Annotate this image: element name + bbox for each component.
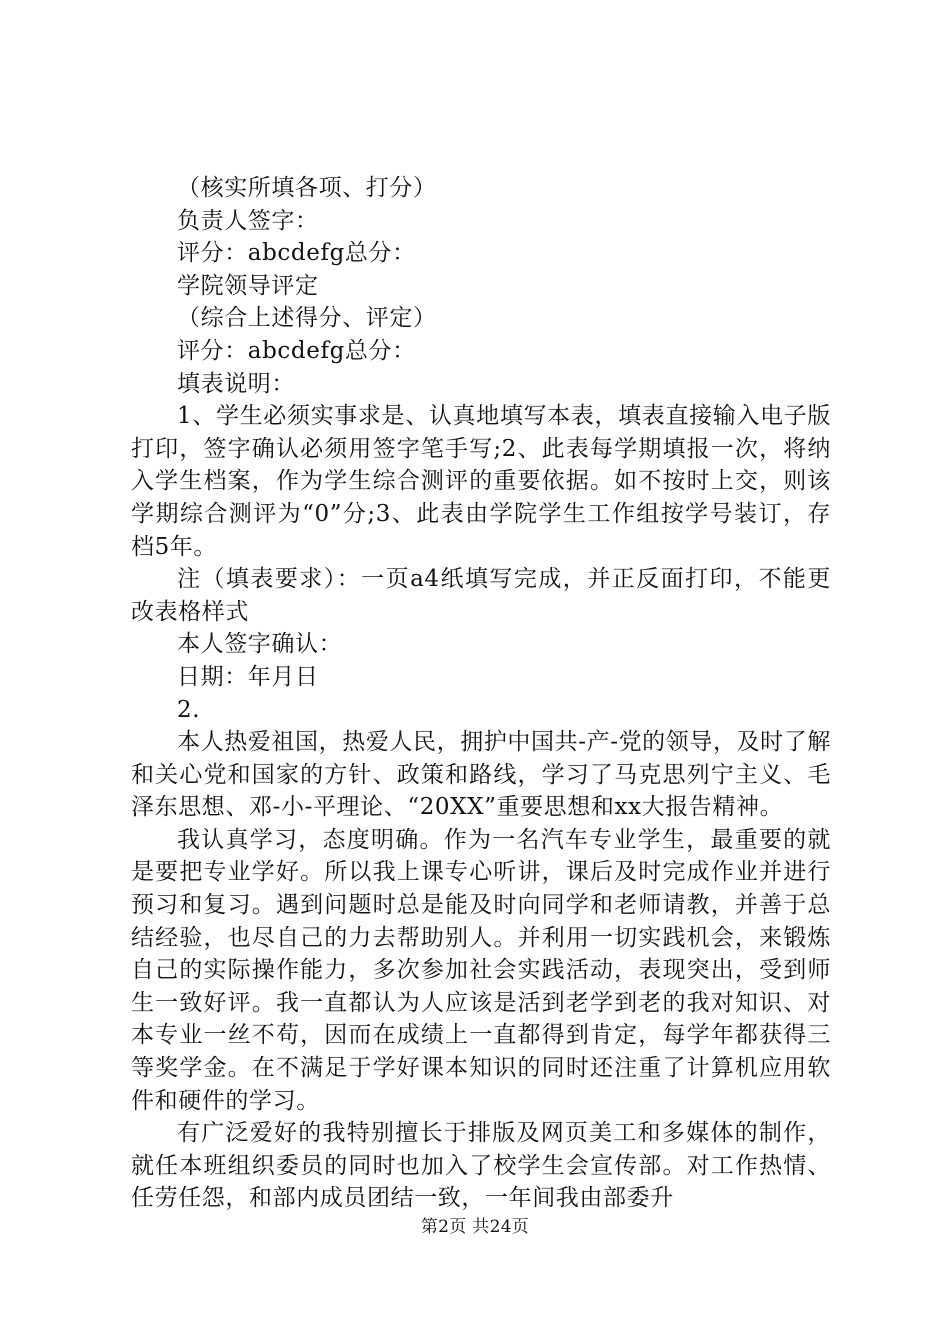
date-line: 日期：年月日 — [177, 663, 319, 690]
college-review-heading: 学院领导评定 — [177, 272, 319, 299]
body-paragraph: 我认真学习，态度明确。作为一名汽车专业学生，最重要的就是要把专业学好。所以我上课专心听讲，课后及时完成作业并进行预习和复习。遇到问题时总是能及时向同学和老师请教，并善于总结经验，也尽自己的力去帮助别人。并利用一切实践机会，来锻炼自己的实际操作能力，多次参加社会实践活动，表现突出，受到师生一致好评。我一直都认为人应该是活到老学到老的我对知识、对本专业一丝不苟，因而在成绩上一直都得到肯定，每学年都获得三等奖学金。在不满足于学好课本知识的同时还注重了计算机应用软件和硬件的学习。 — [131, 826, 831, 1114]
page-number-footer: 第2页 共24页 — [420, 1217, 530, 1237]
section-number: 2. — [177, 696, 201, 723]
self-signature-line: 本人签字确认： — [177, 631, 343, 658]
responsible-signature-line: 负责人签字： — [177, 207, 319, 234]
instructions-paragraph: 1、学生必须实事求是、认真地填写本表，填表直接输入电子版打印，签字确认必须用签字笔手写;2、此表每学期填报一次，将纳入学生档案，作为学生综合测评的重要依据。如不按时上交，则该学期综合测评为“0”分;3、此表由学院学生工作组按学号装订，存档5年。 — [131, 403, 831, 560]
document-body — [131, 172, 831, 1215]
instructions-heading: 填表说明： — [177, 370, 295, 397]
combined-score-note-line: （综合上述得分、评定） — [177, 305, 437, 332]
body-paragraph: 本人热爱祖国，热爱人民，拥护中国共-产-党的领导，及时了解和关心党和国家的方针、政策和路线，学习了马克思列宁主义、毛泽东思想、邓-小-平理论、“20XX”重要思想和xx大报告精神。 — [131, 729, 831, 821]
form-note-paragraph: 注（填表要求）：一页a4纸填写完成，并正反面打印，不能更改表格样式 — [131, 566, 831, 625]
score-line: 评分：abcdefg总分： — [177, 337, 416, 364]
body-paragraph: 有广泛爱好的我特别擅长于排版及网页美工和多媒体的制作，就任本班组织委员的同时也加入了校学生会宣传部。对工作热情、任劳任怨，和部内成员团结一致，一年间我由部委升 — [131, 1120, 831, 1212]
verify-note-line: （核实所填各项、打分） — [177, 175, 437, 201]
score-line: 评分：abcdefg总分： — [177, 240, 416, 267]
